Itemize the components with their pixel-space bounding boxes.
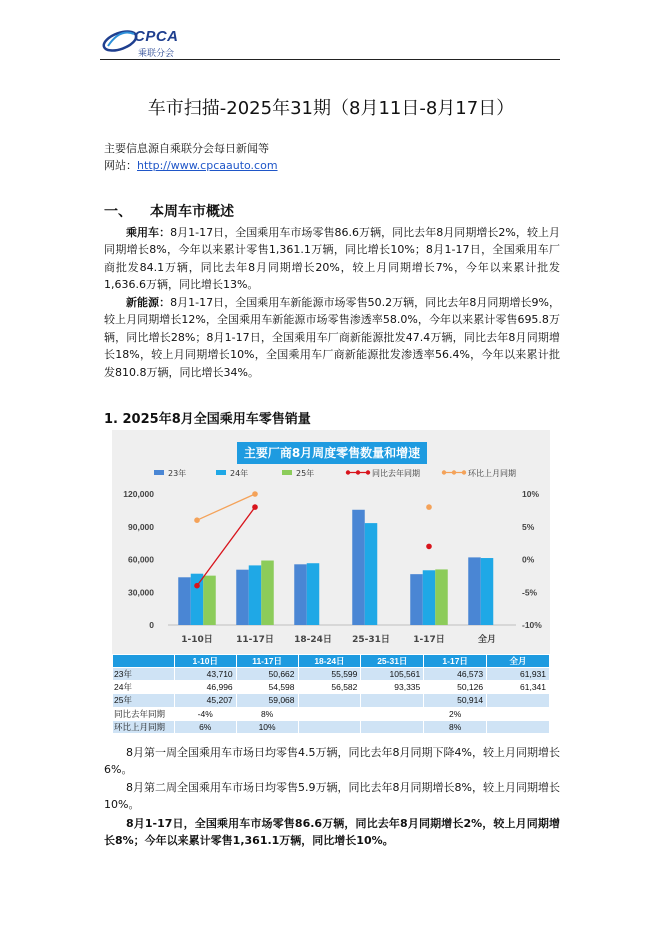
point-同比去年同期 xyxy=(426,544,432,550)
table-cell: 93,335 xyxy=(361,681,424,694)
table-cell: 43,710 xyxy=(174,668,236,681)
x-tick-label: 1-10日 xyxy=(181,635,213,645)
source-line: 主要信息源自乘联分会每日新闻等 xyxy=(104,142,269,155)
x-tick-label: 18-24日 xyxy=(294,635,332,645)
table-cell: 环比上月同期 xyxy=(113,720,175,733)
table-row xyxy=(113,707,550,720)
legend-marker xyxy=(442,470,446,474)
legend-swatch xyxy=(154,470,164,475)
table-header-cell: 25-31日 xyxy=(361,655,424,668)
y2-tick-label: 0% xyxy=(522,554,535,565)
bar-23年 xyxy=(352,510,365,625)
legend-marker xyxy=(346,470,350,474)
bar-24年 xyxy=(423,570,436,625)
table-cell xyxy=(487,707,550,720)
table-cell: 45,207 xyxy=(174,694,236,707)
table-cell: 50,914 xyxy=(424,694,487,707)
bar-24年 xyxy=(191,574,204,625)
section-title: 本周车市概述 xyxy=(150,204,234,220)
table-cell xyxy=(361,694,424,707)
bar-24年 xyxy=(307,563,320,625)
bar-25年 xyxy=(261,561,274,625)
bar-23年 xyxy=(468,557,481,625)
retail-data-table xyxy=(112,654,550,734)
section-heading-overview xyxy=(104,201,234,221)
table-cell: 6% xyxy=(174,720,236,733)
table-cell: 2% xyxy=(424,707,487,720)
section-heading-retail: 1. 2025年8月全国乘用车零售销量 xyxy=(104,412,311,427)
table-cell: 56,582 xyxy=(298,681,361,694)
table-cell: 55,599 xyxy=(298,668,361,681)
y2-tick-label: -5% xyxy=(522,587,538,598)
y-tick-label: 90,000 xyxy=(128,521,154,532)
table-cell xyxy=(361,707,424,720)
legend-marker xyxy=(452,470,456,474)
table-cell: 24年 xyxy=(113,681,175,694)
point-环比上月同期 xyxy=(426,504,432,510)
y2-tick-label: -10% xyxy=(522,620,542,630)
paragraph-week1: 8月第一周全国乘用车市场日均零售4.5万辆，同比去年8月同期下降4%，较上月同期增长6%。 xyxy=(104,746,560,777)
table-header-cell: 1-10日 xyxy=(174,655,236,668)
y-tick-label: 0 xyxy=(149,620,154,630)
table-cell: 50,662 xyxy=(236,668,298,681)
chart-plot xyxy=(112,430,550,654)
legend-marker xyxy=(366,470,370,474)
legend-marker xyxy=(462,470,466,474)
table-header-cell: 全月 xyxy=(487,655,550,668)
table-cell: 10% xyxy=(236,720,298,733)
page-title: 车市扫描-2025年31期（8月11日-8月17日） xyxy=(147,98,515,119)
bar-23年 xyxy=(236,570,249,625)
legend-swatch xyxy=(282,470,292,475)
legend-label: 24年 xyxy=(230,469,249,478)
bar-23年 xyxy=(178,577,191,625)
table-header-row xyxy=(113,655,550,668)
legend-label: 23年 xyxy=(168,469,187,478)
table-row xyxy=(113,694,550,707)
table-cell: 25年 xyxy=(113,694,175,707)
x-tick-label: 1-17日 xyxy=(413,635,445,645)
paragraph-summary: 8月1-17日，全国乘用车市场零售86.6万辆，同比去年8月同期增长2%，较上月同期增长8%；今年以来累计零售1,361.1万辆，同比增长10%。 xyxy=(104,817,560,848)
website-label: 网站： xyxy=(104,159,137,172)
website-line xyxy=(104,157,278,173)
line-segment-环比上月同期 xyxy=(197,494,255,520)
table-cell: 61,341 xyxy=(487,681,550,694)
legend-marker xyxy=(356,470,360,474)
section-number: 一、 xyxy=(104,204,132,220)
table-row xyxy=(113,668,550,681)
y-tick-label: 120,000 xyxy=(123,489,154,499)
table-cell: 61,931 xyxy=(487,668,550,681)
table-cell xyxy=(487,720,550,733)
x-tick-label: 全月 xyxy=(477,635,497,645)
y2-tick-label: 10% xyxy=(522,489,540,499)
bar-24年 xyxy=(481,558,494,625)
weekly-retail-chart xyxy=(112,430,550,654)
paragraph-lead: 新能源： xyxy=(126,296,171,309)
chart-title: 主要厂商8月周度零售数量和增速 xyxy=(243,446,421,460)
cpca-logo xyxy=(100,26,200,58)
paragraph-new-energy xyxy=(104,294,560,381)
table-header-cell xyxy=(113,655,175,668)
table-cell: 8% xyxy=(236,707,298,720)
bar-24年 xyxy=(249,565,262,625)
table-cell xyxy=(487,694,550,707)
table-cell: 46,573 xyxy=(424,668,487,681)
table-cell: 105,561 xyxy=(361,668,424,681)
y2-tick-label: 5% xyxy=(522,521,535,532)
website-link[interactable]: http://www.cpcaauto.com xyxy=(137,159,278,172)
legend-swatch xyxy=(216,470,226,475)
bar-25年 xyxy=(435,569,448,625)
y-tick-label: 60,000 xyxy=(128,554,154,565)
table-cell: 46,996 xyxy=(174,681,236,694)
table-header-cell: 1-17日 xyxy=(424,655,487,668)
legend-label: 25年 xyxy=(296,469,315,478)
paragraph-passenger-cars xyxy=(104,224,560,294)
bar-24年 xyxy=(365,523,378,625)
table-cell: -4% xyxy=(174,707,236,720)
paragraph-lead: 乘用车： xyxy=(126,226,171,239)
paragraph-text: 8月1-17日，全国乘用车市场零售86.6万辆，同比去年8月同期增长2%，较上月同期增长8%，今年以来累计零售1,361.1万辆，同比增长10%；8月1-17日，全国乘用车厂商批发84.1万辆，同比去年8月同期增长20%，较上月同期增长7%，今年以来累计批发1,636.6万辆，同比增长13%。 xyxy=(104,226,560,292)
logo-text: CPCA xyxy=(134,28,179,45)
y-tick-label: 30,000 xyxy=(128,587,154,598)
table-row xyxy=(113,720,550,733)
bar-25年 xyxy=(203,576,216,625)
x-tick-label: 25-31日 xyxy=(352,635,390,645)
table-header-cell: 18-24日 xyxy=(298,655,361,668)
paragraph-text: 8月1-17日，全国乘用车新能源市场零售50.2万辆，同比去年8月同期增长9%，较上月同期增长12%，全国乘用车新能源市场零售渗透率58.0%，今年以来累计零售695.8万辆，同比增长28%；8月1-17日，全国乘用车厂商新能源批发47.4万辆，同比去年8月同期增长18%，较上月同期增长10%，全国乘用车厂商新能源批发渗透率56.4%，今年以来累计批发810.8万辆，同比增长34%。 xyxy=(104,296,560,379)
table-cell xyxy=(298,707,361,720)
bar-23年 xyxy=(410,574,423,625)
table-cell: 8% xyxy=(424,720,487,733)
table-cell: 54,598 xyxy=(236,681,298,694)
table-cell xyxy=(298,694,361,707)
point-环比上月同期 xyxy=(194,517,200,523)
legend-label: 同比去年同期 xyxy=(372,469,420,478)
legend-label: 环比上月同期 xyxy=(468,469,516,478)
table-cell xyxy=(298,720,361,733)
paragraph-week2: 8月第二周全国乘用车市场日均零售5.9万辆，同比去年8月同期增长8%，较上月同期增长10%。 xyxy=(104,781,560,812)
table-cell: 同比去年同期 xyxy=(113,707,175,720)
table-row xyxy=(113,681,550,694)
logo-subtitle: 乘联分会 xyxy=(138,49,175,59)
table-cell: 59,068 xyxy=(236,694,298,707)
table-cell: 23年 xyxy=(113,668,175,681)
point-同比去年同期 xyxy=(194,583,200,589)
table-header-cell: 11-17日 xyxy=(236,655,298,668)
point-环比上月同期 xyxy=(252,491,258,497)
table-cell xyxy=(361,720,424,733)
bar-23年 xyxy=(294,564,307,625)
point-同比去年同期 xyxy=(252,504,258,510)
table-cell: 50,126 xyxy=(424,681,487,694)
x-tick-label: 11-17日 xyxy=(236,635,274,645)
page-header xyxy=(100,22,560,60)
